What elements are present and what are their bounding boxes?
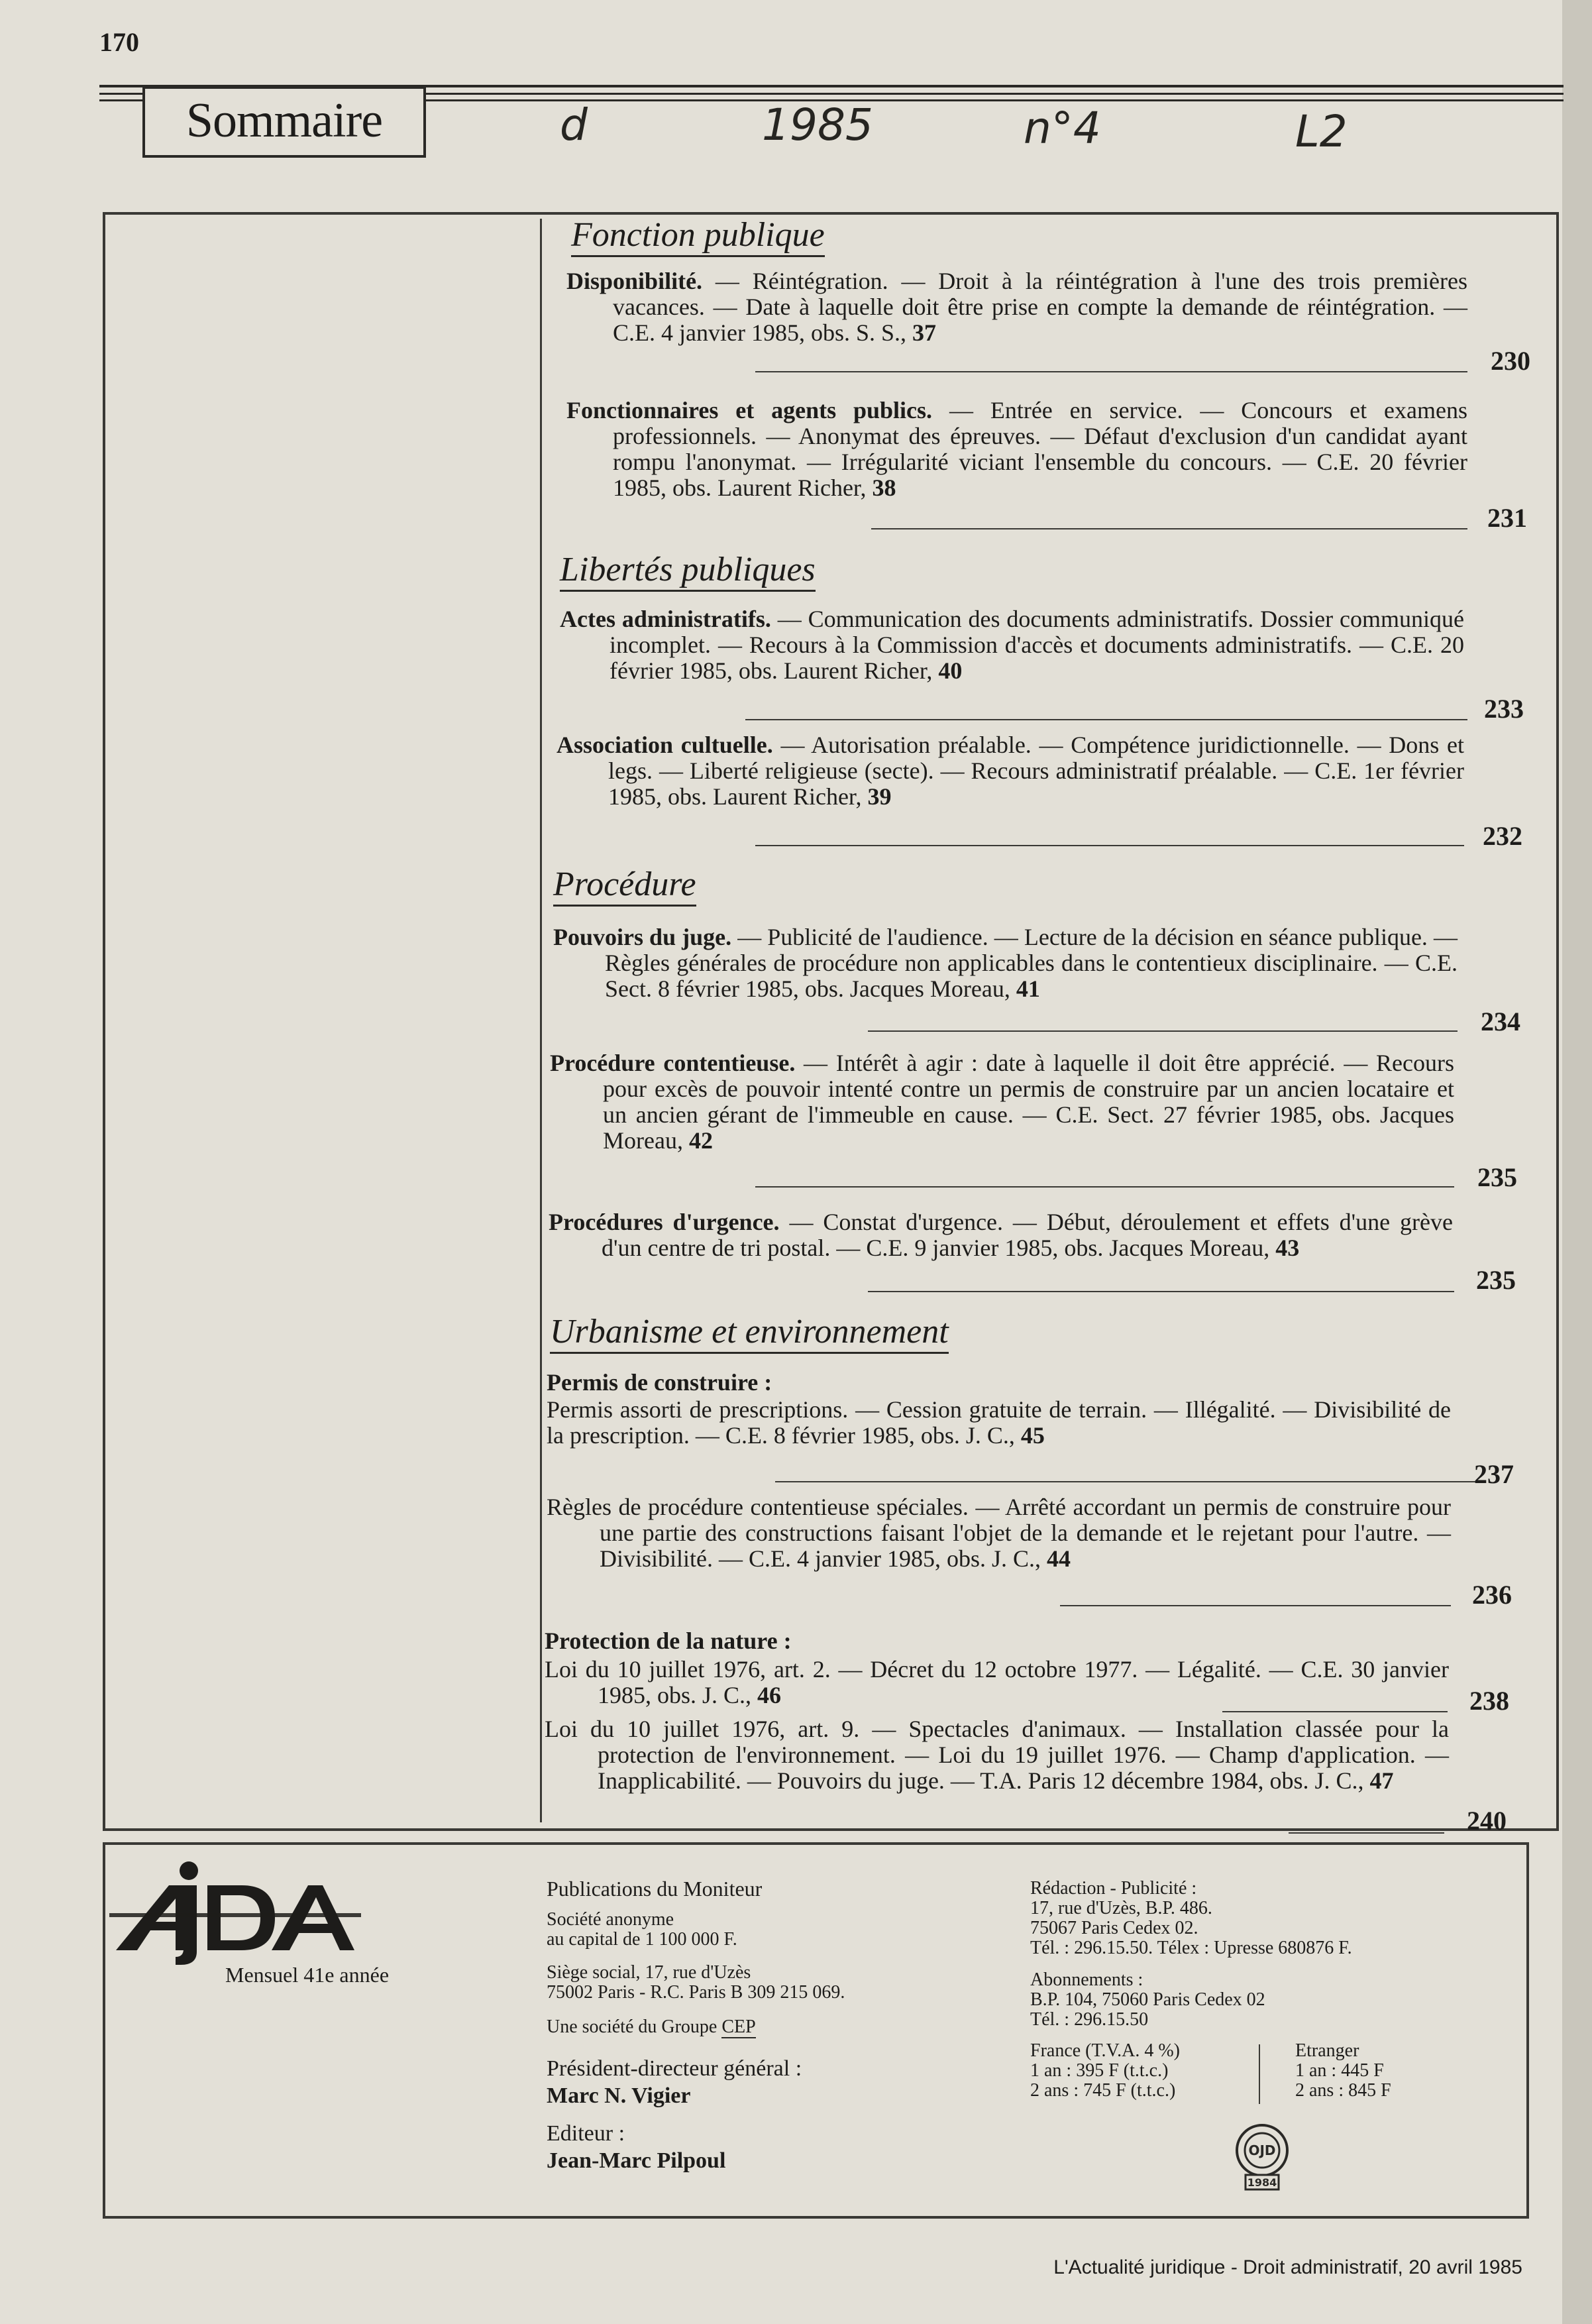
column-divider xyxy=(540,219,542,1822)
page-ref: 237 xyxy=(1474,1459,1514,1489)
toc-entry: Loi du 10 juillet 1976, art. 2. — Décret du 12 octobre 1977. — Légalité. — C.E. 30 janvier 1985, obs. J. C., 46 xyxy=(545,1656,1449,1708)
logo-text: AJDA xyxy=(235,1958,237,1959)
rates-divider xyxy=(1259,2044,1260,2104)
publisher-name: Publications du Moniteur xyxy=(547,1877,763,1901)
logo-subtitle: Mensuel 41e année xyxy=(225,1963,390,1987)
group-line: Une société du Groupe CEP xyxy=(547,2017,756,2037)
editor-name: Jean-Marc Pilpoul xyxy=(547,2148,726,2173)
seat-line: Siège social, 17, rue d'Uzès xyxy=(547,1962,751,1983)
redaction-line: 17, rue d'Uzès, B.P. 486. xyxy=(1030,1898,1212,1918)
publication-line: L'Actualité juridique - Droit administratif, 20 avril 1985 xyxy=(1053,2256,1522,2278)
dot-leader xyxy=(868,1291,1454,1292)
dot-leader xyxy=(745,719,1467,720)
editor-label: Editeur : xyxy=(547,2121,625,2146)
rate-line: France (T.V.A. 4 %) xyxy=(1030,2040,1181,2061)
publisher-column xyxy=(547,1875,971,2171)
toc-entry: Association cultuelle. — Autorisation préalable. — Compétence juridictionnelle. — Dons et legs. — Liberté religieuse (secte). — Recours administratif préalable. — C.E. 1er février 1985, obs. Laurent Richer, 39 xyxy=(557,732,1465,810)
redaction-line: 75067 Paris Cedex 02. xyxy=(1030,1918,1198,1938)
toc-entry: Procédures d'urgence. — Constat d'urgence. — Début, déroulement et effets d'une grève d'un centre de tri postal. — C.E. 9 janvier 1985, obs. Jacques Moreau, 43 xyxy=(549,1209,1453,1261)
page-ref: 240 xyxy=(1467,1806,1507,1836)
dot-leader xyxy=(755,371,1467,372)
france-rates xyxy=(1030,2041,1249,2101)
dot-leader xyxy=(1060,1605,1451,1606)
page-ref: 235 xyxy=(1477,1162,1517,1192)
page-ref: 232 xyxy=(1483,821,1522,851)
abonnements-line: Tél. : 296.15.50 xyxy=(1030,2009,1149,2030)
abonnements-line: Abonnements : xyxy=(1030,1969,1143,1990)
dot-leader xyxy=(871,528,1467,529)
subhead-permis-de-construire: Permis de construire : xyxy=(547,1369,772,1396)
redaction-line: Rédaction - Publicité : xyxy=(1030,1878,1197,1899)
page-ref: 238 xyxy=(1469,1686,1509,1716)
redaction-line: Tél. : 296.15.50. Télex : Upresse 680876 F. xyxy=(1030,1938,1352,1958)
dot-leader xyxy=(755,1186,1454,1188)
page-ref: 233 xyxy=(1484,694,1524,724)
handwritten-note-3: n°4 xyxy=(1024,103,1101,154)
dot-leader xyxy=(868,1030,1458,1032)
toc-entry: Actes administratifs. — Communication des documents administratifs. Dossier communiqué incomplet. — Recours à la Commission d'accès et documents administratifs. — C.E. 20 février 1985, obs. Laurent Richer, 40 xyxy=(560,606,1464,684)
toc-entry: Règles de procédure contentieuse spéciales. — Arrêté accordant un permis de construire pour une partie des constructions faisant l'objet de la demande et le rejetant pour l'autre. — Divisibilité. — C.E. 4 janvier 1985, obs. J. C., 44 xyxy=(547,1494,1451,1572)
dot-leader xyxy=(1222,1711,1448,1712)
subhead-protection-de-la-nature: Protection de la nature : xyxy=(545,1628,792,1654)
company-line: au capital de 1 100 000 F. xyxy=(547,1929,737,1950)
section-title-urbanisme: Urbanisme et environnement xyxy=(550,1312,949,1351)
handwritten-note-4: L2 xyxy=(1295,106,1348,157)
ojd-seal-icon xyxy=(1226,2121,1299,2193)
toc-entry: Fonctionnaires et agents publics. — Entrée en service. — Concours et examens professionnels. — Anonymat des épreuves. — Défaut d'exclusion d'un candidat ayant rompu l'anonymat. — Irrégularité viciant l'ensemble du concours. — C.E. 20 février 1985, obs. Laurent Richer, 38 xyxy=(566,397,1467,501)
page-ref: 234 xyxy=(1481,1007,1520,1036)
sommaire-title: Sommaire xyxy=(142,86,426,158)
president-name: Marc N. Vigier xyxy=(547,2083,691,2108)
etranger-rates xyxy=(1295,2041,1461,2101)
toc-entry: Permis assorti de prescriptions. — Cession gratuite de terrain. — Illégalité. — Divisibilité de la prescription. — C.E. 8 février 1985, obs. J. C., 45 xyxy=(547,1396,1451,1449)
handwritten-note-1: d xyxy=(560,99,588,150)
rate-line: Etranger xyxy=(1295,2040,1359,2061)
rate-line: 1 an : 445 F xyxy=(1295,2060,1384,2081)
seal-year: 1984 xyxy=(1247,2176,1277,2189)
next-page-edge xyxy=(1562,0,1592,2324)
rate-line: 2 ans : 845 F xyxy=(1295,2080,1391,2101)
abonnements-line: B.P. 104, 75060 Paris Cedex 02 xyxy=(1030,1989,1265,2010)
section-title-fonction-publique: Fonction publique xyxy=(571,215,825,254)
company-line: Société anonyme xyxy=(547,1909,674,1930)
page-number: 170 xyxy=(99,27,139,57)
section-title-libertes-publiques: Libertés publiques xyxy=(560,550,816,589)
rate-line: 1 an : 395 F (t.t.c.) xyxy=(1030,2060,1169,2081)
svg-text:OJD: OJD xyxy=(1248,2142,1276,2158)
toc-entry: Procédure contentieuse. — Intérêt à agir : date à laquelle il doit être apprécié. — Recours pour excès de pouvoir intenté contre un permis de construire par un ancien locataire et un ancien gérant de l'immeuble en cause. — C.E. Sect. 27 février 1985, obs. Jacques Moreau, 42 xyxy=(550,1050,1455,1154)
rate-line: 2 ans : 745 F (t.t.c.) xyxy=(1030,2080,1176,2101)
dot-leader xyxy=(775,1481,1484,1482)
seat-line: 75002 Paris - R.C. Paris B 309 215 069. xyxy=(547,1982,845,2003)
toc-entry: Loi du 10 juillet 1976, art. 9. — Spectacles d'animaux. — Installation classée pour la protection de l'environnement. — Loi du 19 juillet 1976. — Champ d'application. — Inapplicabilité. — Pouvoirs du juge. — T.A. Paris 12 décembre 1984, obs. J. C., 47 xyxy=(545,1716,1449,1794)
dot-leader xyxy=(755,845,1464,846)
dot-leader xyxy=(1289,1832,1444,1834)
contact-column xyxy=(1030,1879,1507,2030)
section-title-procedure: Procédure xyxy=(553,865,696,904)
president-label: Président-directeur général : xyxy=(547,2056,802,2081)
page-ref: 235 xyxy=(1476,1265,1516,1295)
toc-entry: Pouvoirs du juge. — Publicité de l'audience. — Lecture de la décision en séance publique. — Règles générales de procédure non applicables dans le contentieux disciplinaire. — C.E. Sect. 8 février 1985, obs. Jacques Moreau, 41 xyxy=(553,924,1458,1002)
toc-entry: Disponibilité. — Réintégration. — Droit à la réintégration à l'une des trois premières vacances. — Date à laquelle doit être prise en compte la demande de réintégration. — C.E. 4 janvier 1985, obs. S. S., 37 xyxy=(566,268,1467,346)
ajda-logo xyxy=(109,1859,361,1965)
page-ref: 236 xyxy=(1472,1580,1512,1610)
page-ref: 230 xyxy=(1491,346,1530,376)
page-ref: 231 xyxy=(1487,503,1527,533)
handwritten-note-2: 1985 xyxy=(762,99,873,150)
